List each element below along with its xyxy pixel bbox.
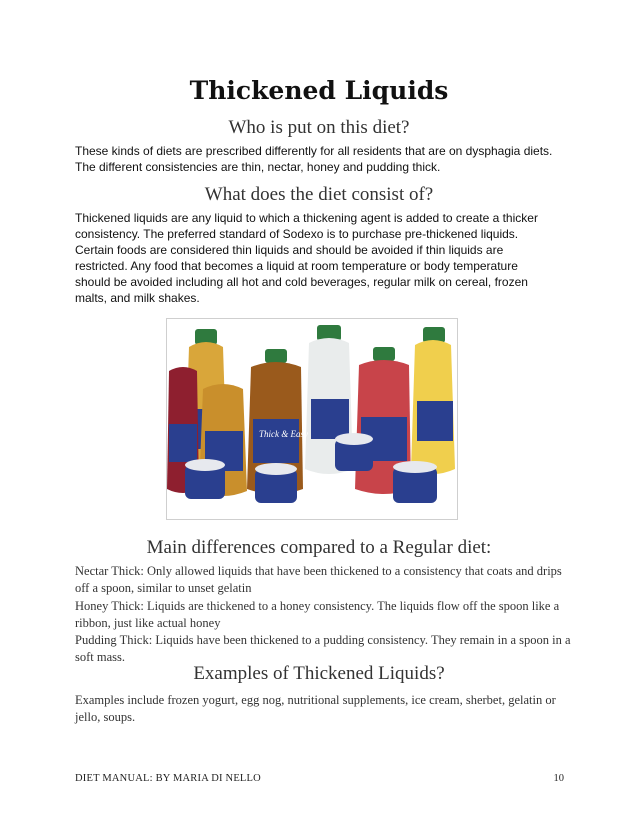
difference-pudding: Pudding Thick: Liquids have been thickened to a pudding consistency. They remain in a spoon in a soft mass.: [75, 633, 571, 664]
page-title: Thickened Liquids: [189, 76, 449, 105]
footer-title: DIET MANUAL: BY MARIA DI NELLO: [75, 773, 261, 784]
difference-honey: Honey Thick: Liquids are thickened to a honey consistency. The liquids flow off the spoon like a ribbon, just like actual honey: [75, 599, 560, 630]
paragraph-who: These kinds of diets are prescribed differently for all residents that are on dysphagia diets. The different consistencies are thin, nectar, honey and pudding thick.: [75, 144, 553, 174]
heading-examples: Examples of Thickened Liquids?: [193, 663, 445, 684]
heading-what: What does the diet consist of?: [204, 184, 434, 205]
cup-3: [335, 433, 373, 471]
bottle-orange: [411, 327, 455, 474]
heading-who: Who is put on this diet?: [228, 117, 410, 138]
thickened-drinks-photo: [167, 319, 457, 519]
heading-differences: Main differences compared to a Regular diet:: [146, 537, 492, 558]
cup-1: [185, 459, 225, 499]
paragraph-what: Thickened liquids are any liquid to which a thickening agent is added to create a thicker consistency. The preferred standard of Sodexo is to purchase pre-thickened liquids. Certain foods are considered thin liquids and should be avoided if thin liquids are restricted. Any food that becomes a liquid at room temperature or body temperature should be avoided including all hot and cold beverages, regular milk on cereal, frozen malts, and milk shakes.: [75, 211, 538, 305]
bottle-label-text: Thick & Easy: [259, 429, 308, 439]
product-photo: [166, 318, 458, 520]
cup-4: [393, 461, 437, 503]
difference-nectar: Nectar Thick: Only allowed liquids that have been thickened to a consistency that coats and drips off a spoon, similar to unset gelatin: [75, 564, 562, 595]
paragraph-examples: Examples include frozen yogurt, egg nog, nutritional supplements, ice cream, sherbet, gelatin or jello, soups.: [75, 693, 556, 724]
page-number: 10: [553, 773, 564, 784]
cup-2: [255, 463, 297, 503]
